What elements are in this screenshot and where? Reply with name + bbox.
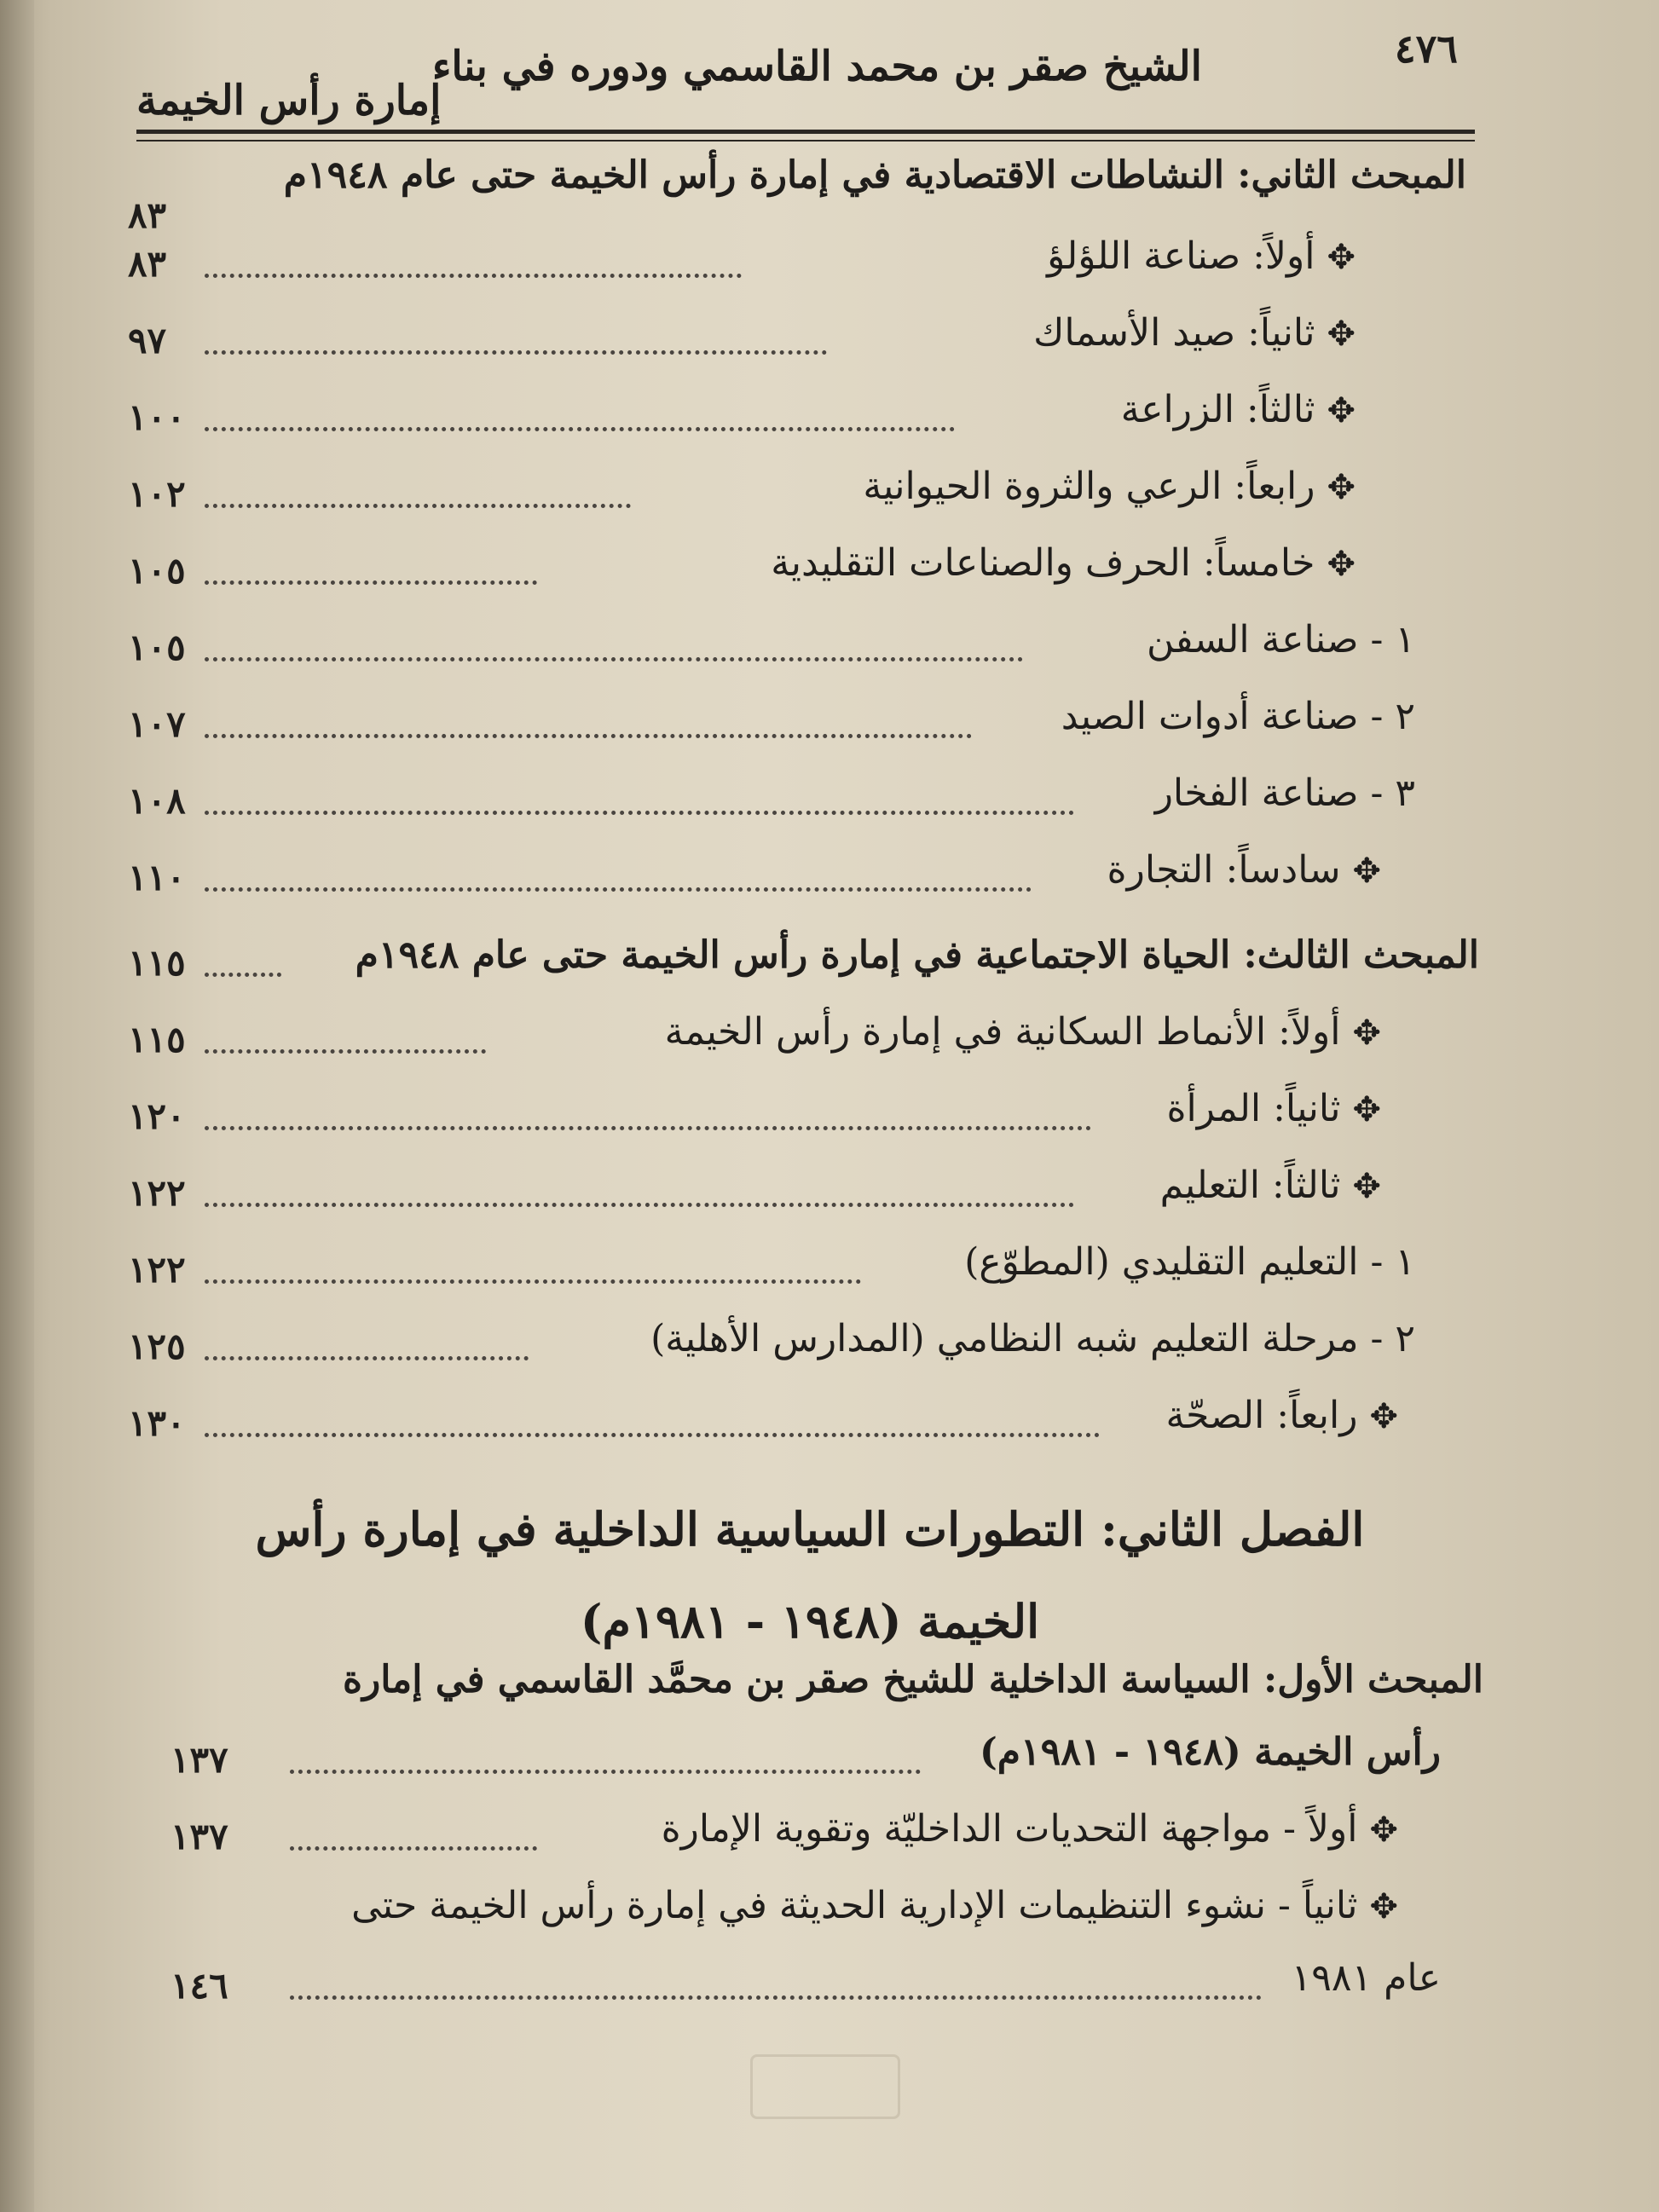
toc-page-number: ١٠٢ bbox=[128, 473, 186, 515]
toc-section-title: المبحث الأول: السياسة الداخلية للشيخ صقر بن محمَّد القاسمي في إمارة bbox=[342, 1658, 1483, 1701]
toc-entry-label: ٣ - صناعة الفخار bbox=[1154, 771, 1415, 815]
running-title: الشيخ صقر بن محمد القاسمي ودوره في بناء bbox=[431, 43, 1202, 90]
toc-entry-label: ثالثاً: التعليم bbox=[1159, 1164, 1341, 1207]
toc-entry-label: خامساً: الحرف والصناعات التقليدية bbox=[771, 541, 1315, 585]
toc-page-number: ١٣٧ bbox=[171, 1816, 228, 1857]
bleed-through-mark bbox=[750, 2054, 900, 2119]
toc-entry-label: ١ - التعليم التقليدي (المطوّع) bbox=[964, 1240, 1415, 1284]
running-header bbox=[136, 17, 1475, 145]
bullet-icon: ✥ bbox=[1327, 315, 1356, 354]
dot-leader bbox=[205, 777, 1074, 815]
dot-leader bbox=[290, 1736, 921, 1774]
bullet-icon: ✥ bbox=[1327, 391, 1356, 430]
dot-leader bbox=[205, 1092, 1091, 1130]
toc-entry-label: أولاً: الأنماط السكانية في إمارة رأس الخيمة bbox=[664, 1010, 1341, 1054]
toc-entry-label: رابعاً: الصحّة bbox=[1165, 1394, 1358, 1437]
toc-entry-label-continued: عام ١٩٨١ bbox=[1291, 1956, 1441, 2000]
bullet-icon: ✥ bbox=[1369, 1887, 1398, 1926]
toc-entry-label: رابعاً: الرعي والثروة الحيوانية bbox=[863, 465, 1315, 508]
toc-page-number: ١٣٧ bbox=[171, 1739, 228, 1781]
bullet-icon: ✥ bbox=[1327, 545, 1356, 584]
bullet-icon: ✥ bbox=[1369, 1811, 1398, 1850]
dot-leader bbox=[290, 1961, 1262, 2000]
book-spine-shadow bbox=[0, 0, 34, 2212]
dot-leader bbox=[290, 1812, 537, 1851]
toc-page-number: ١٢٥ bbox=[128, 1325, 186, 1367]
toc-page-number: ١١٠ bbox=[128, 857, 186, 898]
toc-entry-label: ٢ - مرحلة التعليم شبه النظامي (المدارس الأهلية) bbox=[650, 1317, 1415, 1360]
toc-entry-label: ثانياً: المرأة bbox=[1166, 1087, 1341, 1130]
toc-page-number: ٨٣ bbox=[128, 243, 167, 285]
toc-page-number: ١٠٥ bbox=[128, 627, 186, 668]
chapter-heading bbox=[213, 1483, 1407, 1667]
bullet-icon: ✥ bbox=[1352, 1014, 1381, 1053]
toc-page-number: ١٤٦ bbox=[171, 1965, 228, 2007]
toc-page-number: ١٢٢ bbox=[128, 1172, 186, 1214]
dot-leader bbox=[205, 1399, 1100, 1437]
toc-section-title-continued: رأس الخيمة (١٩٤٨ - ١٩٨١م) bbox=[979, 1730, 1441, 1774]
dot-leader bbox=[205, 1245, 861, 1284]
chapter-title-line1: الفصل الثاني: التطورات السياسية الداخلية في إمارة رأس bbox=[255, 1502, 1365, 1556]
bullet-icon: ✥ bbox=[1369, 1397, 1398, 1436]
dot-leader bbox=[205, 470, 631, 508]
toc-page-number: ٨٣ bbox=[128, 194, 167, 236]
toc-entry-label: ثالثاً: الزراعة bbox=[1120, 388, 1315, 431]
dot-leader bbox=[205, 1015, 486, 1054]
running-title-continued: إمارة رأس الخيمة bbox=[136, 77, 442, 124]
toc-page-number: ١٠٥ bbox=[128, 550, 186, 592]
toc-page-number: ١٠٧ bbox=[128, 703, 186, 745]
dot-leader bbox=[205, 623, 1023, 661]
dot-leader bbox=[205, 1322, 529, 1360]
toc-entry-label: ١ - صناعة السفن bbox=[1147, 618, 1415, 661]
toc-page-number: ١١٥ bbox=[128, 1019, 186, 1060]
toc-entry-label: سادساً: التجارة bbox=[1107, 848, 1341, 892]
toc-entry-label: أولاً: صناعة اللؤلؤ bbox=[1047, 234, 1315, 278]
toc-page-number: ٩٧ bbox=[128, 320, 167, 361]
dot-leader bbox=[205, 939, 281, 977]
chapter-title-line2: الخيمة (١٩٤٨ - ١٩٨١م) bbox=[580, 1594, 1040, 1649]
bullet-icon: ✥ bbox=[1327, 238, 1356, 277]
toc-entry-label: أولاً - مواجهة التحديات الداخليّة وتقوية الإمارة bbox=[661, 1807, 1358, 1851]
toc-section-title: المبحث الثالث: الحياة الاجتماعية في إمارة رأس الخيمة حتى عام ١٩٤٨م bbox=[355, 933, 1479, 977]
dot-leader bbox=[205, 393, 955, 431]
dot-leader bbox=[205, 240, 742, 278]
header-rule-thick bbox=[136, 130, 1475, 134]
toc-page-number: ١٢٠ bbox=[128, 1095, 186, 1137]
header-rule-thin bbox=[136, 140, 1475, 141]
toc-page-number: ١٢٢ bbox=[128, 1249, 186, 1291]
toc-page-number: ١٠٠ bbox=[128, 396, 186, 438]
page-number: ٤٧٦ bbox=[1394, 26, 1458, 72]
toc-section-title: المبحث الثاني: النشاطات الاقتصادية في إمارة رأس الخيمة حتى عام ١٩٤٨م bbox=[283, 153, 1466, 197]
dot-leader bbox=[205, 1169, 1074, 1207]
dot-leader bbox=[205, 546, 537, 585]
dot-leader bbox=[205, 853, 1032, 892]
bullet-icon: ✥ bbox=[1352, 852, 1381, 891]
toc-entry-label: ثانياً: صيد الأسماك bbox=[1033, 311, 1315, 355]
bullet-icon: ✥ bbox=[1327, 468, 1356, 507]
toc-entry-label: ٢ - صناعة أدوات الصيد bbox=[1061, 695, 1415, 738]
toc-page-number: ١١٥ bbox=[128, 942, 186, 984]
dot-leader bbox=[205, 316, 827, 355]
toc-page-number: ١٣٠ bbox=[128, 1402, 186, 1444]
toc-entry-label: ثانياً - نشوء التنظيمات الإدارية الحديثة في إمارة رأس الخيمة حتى bbox=[351, 1884, 1358, 1927]
bullet-icon: ✥ bbox=[1352, 1167, 1381, 1206]
toc-page-number: ١٠٨ bbox=[128, 780, 186, 822]
dot-leader bbox=[205, 700, 972, 738]
bullet-icon: ✥ bbox=[1352, 1090, 1381, 1129]
